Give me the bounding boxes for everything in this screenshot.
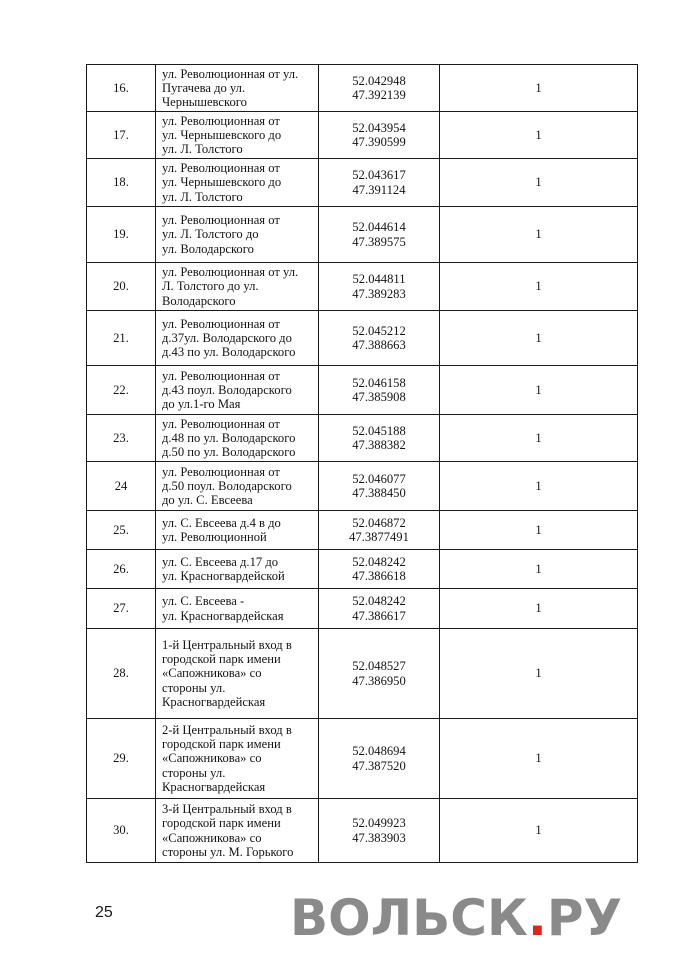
street-description-cell: ул. Революционная от ул. Пугачева до ул. Чернышевского (156, 65, 319, 112)
quantity-cell: 1 (440, 207, 638, 263)
quantity-cell: 1 (440, 112, 638, 159)
table-row (87, 799, 638, 863)
quantity-cell: 1 (440, 263, 638, 311)
coordinates-cell: 52.043617 47.391124 (319, 159, 440, 207)
table-row (87, 263, 638, 311)
row-number-cell: 30. (87, 799, 156, 863)
row-number-cell: 25. (87, 511, 156, 550)
street-description-cell: ул. Революционная от ул. Чернышевского до ул. Л. Толстого (156, 159, 319, 207)
table-row (87, 719, 638, 799)
street-description-cell: ул. С. Евсеева - ул. Красногвардейская (156, 589, 319, 629)
row-number-cell: 21. (87, 311, 156, 366)
coordinates-cell: 52.044614 47.389575 (319, 207, 440, 263)
street-description-cell: ул. Революционная от ул. Л. Толстого до ул. Володарского (156, 207, 319, 263)
coordinates-cell: 52.045212 47.388663 (319, 311, 440, 366)
row-number-cell: 20. (87, 263, 156, 311)
quantity-cell: 1 (440, 159, 638, 207)
coordinates-cell: 52.043954 47.390599 (319, 112, 440, 159)
coordinates-cell: 52.044811 47.389283 (319, 263, 440, 311)
row-number-cell: 23. (87, 415, 156, 462)
street-description-cell: 3-й Центральный вход в городской парк имени «Сапожникова» со стороны ул. М. Горького (156, 799, 319, 863)
row-number-cell: 29. (87, 719, 156, 799)
coordinates-cell: 52.046158 47.385908 (319, 366, 440, 415)
page-number: 25 (95, 904, 113, 921)
street-description-cell: ул. Революционная от д.48 по ул. Володарского д.50 по ул. Володарского (156, 415, 319, 462)
table-row (87, 311, 638, 366)
quantity-cell: 1 (440, 462, 638, 511)
quantity-cell: 1 (440, 511, 638, 550)
street-description-cell: 1-й Центральный вход в городской парк имени «Сапожникова» со стороны ул. Красногвардейская (156, 629, 319, 719)
table-row (87, 415, 638, 462)
coordinates-cell: 52.048242 47.386618 (319, 550, 440, 589)
table-row (87, 159, 638, 207)
table-row (87, 629, 638, 719)
quantity-cell: 1 (440, 65, 638, 112)
watermark-text-1: ВОЛЬСК (290, 889, 528, 947)
coordinates-cell: 52.048527 47.386950 (319, 629, 440, 719)
coordinates-cell: 52.046077 47.388450 (319, 462, 440, 511)
street-description-cell: ул. С. Евсеева д.17 до ул. Красногвардейской (156, 550, 319, 589)
quantity-cell: 1 (440, 799, 638, 863)
row-number-cell: 26. (87, 550, 156, 589)
table-row (87, 65, 638, 112)
street-description-cell: ул. Революционная от д.43 поул. Володарского до ул.1-го Мая (156, 366, 319, 415)
quantity-cell: 1 (440, 719, 638, 799)
quantity-cell: 1 (440, 629, 638, 719)
street-description-cell: ул. Революционная от ул. Л. Толстого до ул. Володарского (156, 263, 319, 311)
table-row (87, 550, 638, 589)
table-row (87, 589, 638, 629)
watermark-dot: . (527, 889, 547, 947)
coordinates-cell: 52.048694 47.387520 (319, 719, 440, 799)
table-body (87, 65, 638, 863)
quantity-cell: 1 (440, 550, 638, 589)
table-row (87, 366, 638, 415)
street-description-cell: ул. Революционная от ул. Чернышевского до ул. Л. Толстого (156, 112, 319, 159)
row-number-cell: 27. (87, 589, 156, 629)
table-row (87, 207, 638, 263)
coordinates-cell: 52.048242 47.386617 (319, 589, 440, 629)
table-row (87, 462, 638, 511)
street-description-cell: ул. Революционная от д.37ул. Володарского до д.43 по ул. Володарского (156, 311, 319, 366)
table-row (87, 112, 638, 159)
quantity-cell: 1 (440, 589, 638, 629)
quantity-cell: 1 (440, 311, 638, 366)
coordinates-cell: 52.049923 47.383903 (319, 799, 440, 863)
row-number-cell: 22. (87, 366, 156, 415)
watermark-text-2: РУ (546, 889, 623, 947)
street-description-cell: 2-й Центральный вход в городской парк имени «Сапожникова» со стороны ул. Красногвардейская (156, 719, 319, 799)
row-number-cell: 17. (87, 112, 156, 159)
row-number-cell: 28. (87, 629, 156, 719)
coordinates-cell: 52.042948 47.392139 (319, 65, 440, 112)
row-number-cell: 19. (87, 207, 156, 263)
coordinates-cell: 52.045188 47.388382 (319, 415, 440, 462)
table-row (87, 511, 638, 550)
street-description-cell: ул. Революционная от д.50 поул. Володарского до ул. С. Евсеева (156, 462, 319, 511)
data-table (86, 64, 638, 863)
quantity-cell: 1 (440, 415, 638, 462)
coordinates-cell: 52.046872 47.3877491 (319, 511, 440, 550)
row-number-cell: 24 (87, 462, 156, 511)
site-watermark-logo (290, 888, 622, 948)
street-description-cell: ул. С. Евсеева д.4 в до ул. Революционной (156, 511, 319, 550)
row-number-cell: 18. (87, 159, 156, 207)
row-number-cell: 16. (87, 65, 156, 112)
quantity-cell: 1 (440, 366, 638, 415)
